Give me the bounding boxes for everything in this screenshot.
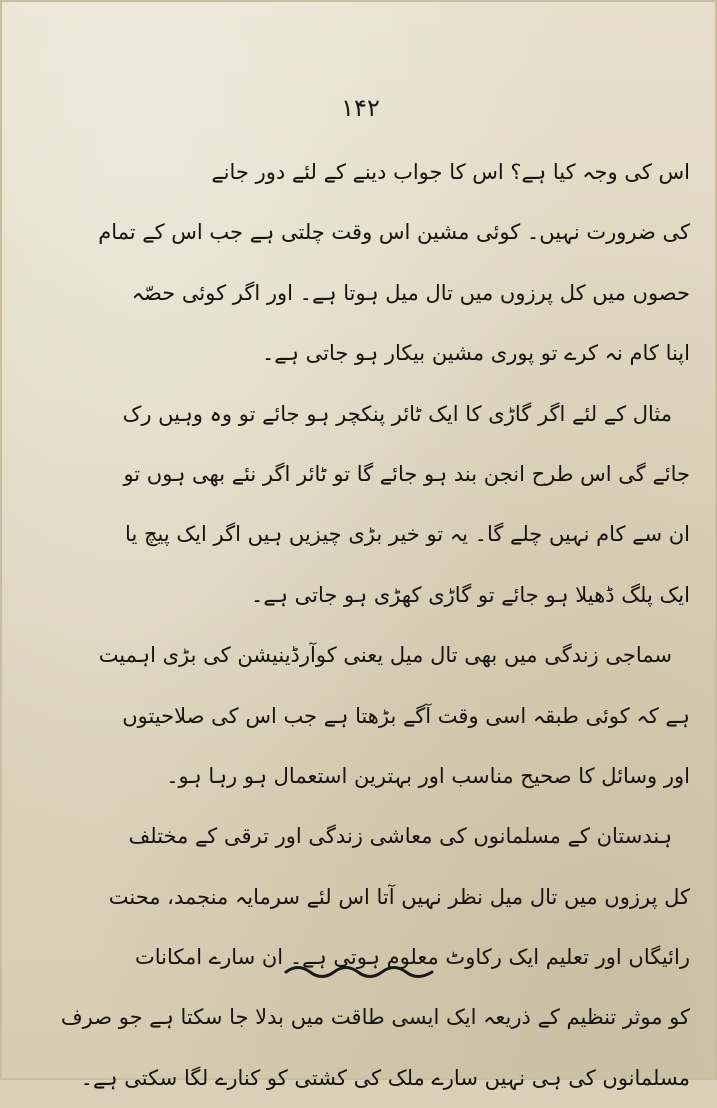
text-line: کی ضرورت نہیں۔ کوئی مشین اس وقت چلتی ہے جب اس کے تمام bbox=[98, 220, 690, 245]
text-line: کل پرزوں میں تال میل نظر نہیں آتا اس لئے سرمایہ منجمد، محنت bbox=[108, 884, 690, 909]
page-number: ۱۴۲ bbox=[341, 94, 380, 122]
text-line: مثال کے لئے اگر گاڑی کا ایک ٹائر پنکچر ہو جائے تو وہ وہیں رک bbox=[122, 401, 672, 426]
text-line: اپنا کام نہ کرے تو پوری مشین بیکار ہو جاتی ہے۔ bbox=[262, 341, 690, 366]
text-line: مسلمانوں کی ہی نہیں سارے ملک کی کشتی کو کنارے لگا سکتی ہے۔ bbox=[80, 1065, 690, 1090]
text-line: اور وسائل کا صحیح مناسب اور بہترین استعمال ہو رہا ہو۔ bbox=[166, 763, 690, 788]
text-line: اس کی وجہ کیا ہے؟ اس کا جواب دینے کے لئے دور جانے bbox=[211, 160, 690, 184]
text-line: کو موثر تنظیم کے ذریعہ ایک ایسی طاقت میں بدلا جا سکتا ہے جو صرف bbox=[60, 1005, 690, 1030]
text-line: ہندستان کے مسلمانوں کی معاشی زندگی اور ترقی کے مختلف bbox=[128, 824, 672, 849]
text-line: ان سے کام نہیں چلے گا۔ یہ تو خیر بڑی چیزیں ہیں اگر ایک پیچ یا bbox=[125, 522, 690, 547]
text-line: ہے کہ کوئی طبقہ اسی وقت آگے بڑھتا ہے جب اس کی صلاحیتوں bbox=[122, 703, 690, 728]
text-line: سماجی زندگی میں بھی تال میل یعنی کوآرڈینیشن کی بڑی اہمیت bbox=[98, 643, 672, 668]
wavy-divider bbox=[284, 960, 434, 984]
text-line: جائے گی اس طرح انجن بند ہو جائے گا تو ٹائر اگر نئے بھی ہوں تو bbox=[123, 461, 690, 486]
text-line: ایک پلگ ڈھیلا ہو جائے تو گاڑی کھڑی ہو جاتی ہے۔ bbox=[251, 582, 690, 607]
text-line: رائیگاں اور تعلیم ایک رکاوٹ معلوم ہوتی ہے۔ ان سارے امکانات bbox=[135, 945, 690, 970]
text-line: حصوں میں کل پرزوں میں تال میل ہوتا ہے۔ اور اگر کوئی حصّہ bbox=[131, 280, 690, 305]
